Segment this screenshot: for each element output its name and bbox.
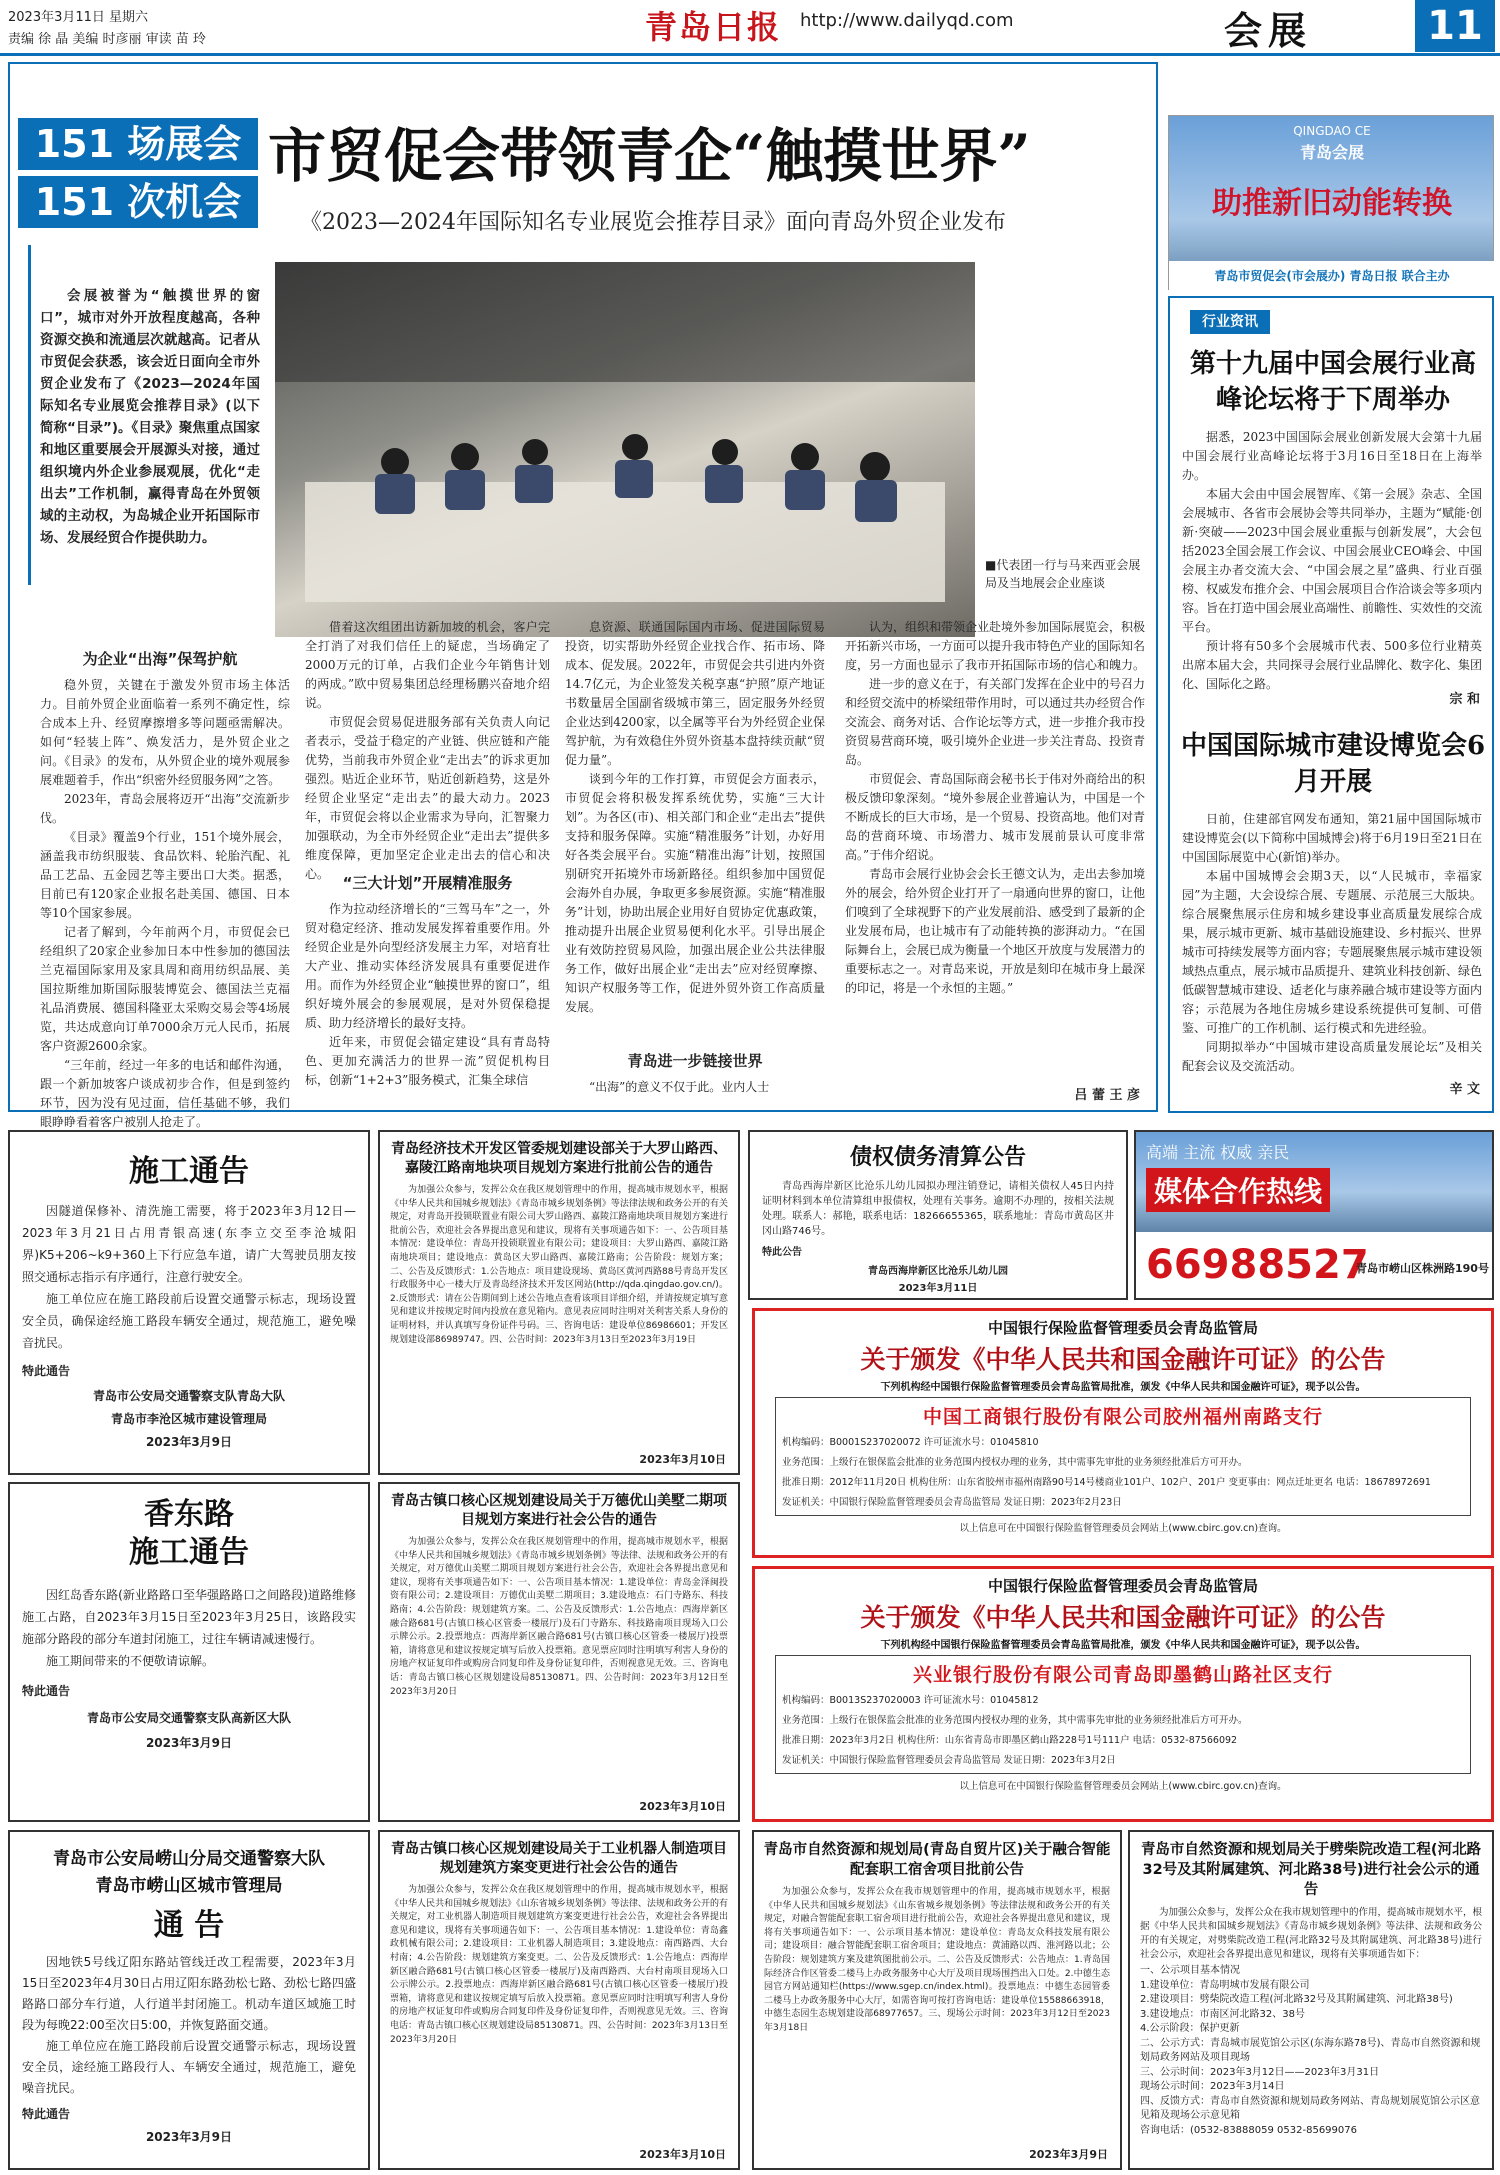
media-ad-phone[interactable]: 66988527 xyxy=(1146,1242,1369,1288)
planning-notice-3 xyxy=(378,1830,740,2170)
lead-byline: 吕 蕾 王 彦 xyxy=(1074,1088,1140,1103)
news2-p3: 同期拟举办“中国城市建设高质量发展论坛”及相关配套会议及交流活动。 xyxy=(1182,1040,1482,1073)
nature2-item: 4.公示阶段：保护更新 xyxy=(1140,2023,1240,2034)
license2-sub: 下列机构经中国银行保险监督管理委员会青岛监管局批准，颁发《中华人民共和国金融许可证》，现予以公告。 xyxy=(880,1640,1366,1651)
newspaper-logo: 青岛日报 xyxy=(645,8,782,46)
license1-bank: 中国工商银行股份有限公司胶州福州南路支行 xyxy=(922,1406,1323,1428)
license2-note: 以上信息可在中国银行保险监督管理委员会网站上(www.cbirc.gov.cn)查询。 xyxy=(959,1781,1287,1792)
section-name: 会展 xyxy=(1224,9,1313,53)
lead-col4 xyxy=(845,618,1145,998)
lead-col4-p2: 进一步的意义在于，有关部门发挥在企业中的号召力和经贸交流中的桥梁纽带作用时，可以通过共办经贸合作交流会、商务对话、合作论坛等方式，进一步推介我市投资贸易营商环境，吸引境外企业进一步关注青岛、投资青岛。 xyxy=(845,677,1146,767)
construction2-body2: 施工期间带来的不便敬请谅解。 xyxy=(46,1654,215,1668)
license1-org: 中国银行保险监督管理委员会青岛监管局 xyxy=(987,1319,1258,1337)
traffic-date: 2023年3月9日 xyxy=(145,2130,233,2144)
construction-notice-2 xyxy=(8,1482,370,1822)
construction2-title1: 香东路 xyxy=(144,1497,234,1532)
news1-author: 宗 和 xyxy=(1449,692,1480,707)
lead-headline: 市贸促会带领青企“触摸世界” xyxy=(268,122,1031,190)
debt-sign: 青岛西海岸新区比沧乐儿幼儿园 xyxy=(868,1266,1008,1277)
license2-title: 关于颁发《中华人民共和国金融许可证》的公告 xyxy=(860,1603,1386,1632)
planning3-date: 2023年3月10日 xyxy=(639,2148,726,2161)
lead-col2-p1: 借着这次组团出访新加坡的机会，客户完全打消了对我们信任上的疑虑，当场确定了2000万元的订单，占我们企业今年销售计划的两成。”欧中贸易集团总经理杨鹏兴奋地介绍说。 xyxy=(305,620,550,710)
construction2-title2: 施工通告 xyxy=(129,1535,249,1570)
meeting-photo xyxy=(275,262,975,637)
license1-note: 以上信息可在中国银行保险监督管理委员会网站上(www.cbirc.gov.cn)查询。 xyxy=(959,1523,1287,1534)
planning2-body: 为加强公众参与，发挥公众在我区规划管理中的作用，提高城市规划水平，根据《中华人民共和国城乡规划法》《青岛市城乡规划条例》等法律、法规和政务公开的有关规定，对万德优山美墅二期项目规划方案进行社会公告，欢迎社会各界提出意见和建议，现将有关事项通告如下：一、公告项目基本情况：1.建设单位：青岛金泽闽投资有限公司；2.建设项目：万德优山美墅二期项目；3.建设地点：石门寺路东、科技路南；4.公告阶段：规划建筑方案。二、公告及反馈形式：1.公告地点：西海岸新区融合路681号(古镇口核心区管委一楼展厅)及石门寺路东、科技路南项目现场入口公示牌公示。2.投票地点：西海岸新区融合路681号(古镇口核心区管委一楼展厅)投票箱，请将意见和建议按规定填写后放入投票箱。意见票应同时注明填写利害人身份的房地产权证复印件或购房合同复印件及身份证复印件，否则视意见无效。三、咨询电话：青岛古镇口核心区规划建设局85130871。四、公告时间：2023年3月12日至2023年3月20日 xyxy=(390,1537,728,1697)
license2-bank: 兴业银行股份有限公司青岛即墨鹤山路社区支行 xyxy=(912,1664,1333,1686)
nature1-title: 青岛市自然资源和规划局(青岛自贸片区)关于融合智能配套职工宿舍项目批前公告 xyxy=(763,1842,1111,1878)
banner-slogan: 助推新旧动能转换 xyxy=(1212,186,1452,221)
debt-date: 2023年3月11日 xyxy=(898,1283,978,1294)
intro-rule xyxy=(28,245,31,585)
planning1-title: 青岛经济技术开发区管委规划建设部关于大罗山路西、嘉陵江路南地块项目规划方案进行批前公告的通告 xyxy=(391,1141,727,1176)
planning1-date: 2023年3月10日 xyxy=(639,1453,726,1466)
planning3-body: 为加强公众参与，发挥公众在我区规划管理中的作用，提高城市规划水平，根据《中华人民共和国城乡规划法》《山东省城乡规划条例》等法律、法规和政务公开的有关规定，对工业机器人制造项目规划建筑方案变更进行社会公告，欢迎社会各界提出意见和建议，现将有关事项通告如下：一、公告项目基本情况：1.建设单位：青岛鑫政机械有限公司；2.建设项目：工业机器人制造项目；3.建设地点：南西路西、大台村南；4.公告阶段：规划建筑方案变更。二、公告及反馈形式：1.公告地点：西海岸新区融合路681号(古镇口核心区管委一楼展厅)及南西路西、大台村南项目现场入口公示牌公示。2.投票地点：西海岸新区融合路681号(古镇口核心区管委一楼展厅)投票箱，请将意见和建议按规定填写后放入投票箱。意见票应同时注明填写利害人身份的房地产权证复印件或购房合同复印件及身份证复印件，否则视意见无效。三、咨询电话：青岛古镇口核心区规划建设局85130871。四、公告时间：2023年3月13日至2023年3月20日 xyxy=(390,1885,728,2045)
planning-notice-2 xyxy=(378,1482,740,1822)
media-ad-title: 媒体合作热线 xyxy=(1146,1168,1330,1212)
license-notice-2 xyxy=(752,1566,1494,1822)
news2-p2: 本届中国城博会会期3天，以“人民城市，幸福家园”为主题，大会设综合展、专题展、示范展三大版块。综合展聚焦展示住房和城乡建设事业高质量发展综合成果，展示城市更新、城市基础设施建设、乡村振兴、世界城市可持续发展等方面内容；专题展聚焦展示城市建设领域热点重点，展示城市品质提升、建筑业科技创新、绿色低碳智慧城市建设、适老化与康养融合城市建设等方面内容；示范展为各地住房城乡建设系统提供可复制、可借鉴、可推广的工作机制、运行模式和先进经验。 xyxy=(1182,869,1483,1035)
lead-col3-p2: 谈到今年的工作打算，市贸促会方面表示，市贸促会将积极发挥系统优势，实施“三大计划”。为各区(市)、相关部门和企业“走出去”提供支持和服务保障。实施“精准服务”计划，办好用好各类会展平台。实施“精准出海”计划，按照国别研究开拓境外市场新路径。组织参加中国贸促会海外自办展，争取更多参展资源。实施“精准服务”计划，协助出展企业用好自贸协定优惠政策，推动提升出展企业贸易便利化水平。引导出展企业有效防控贸易风险，加强出展企业公共法律服务工作，做好出展企业“走出去”应对经贸摩擦、知识产权服务等工作，促进外贸外资工作高质量发展。 xyxy=(565,772,825,1014)
photo-caption: ■代表团一行与马来西亚会展局及当地展会企业座谈 xyxy=(985,558,1141,590)
lead-col3-p1: 息资源、联通国际国内市场、促进国际贸易投资，切实帮助外经贸企业找合作、拓市场、降成本、促发展。2022年，市贸促会共引进内外资14.7亿元，为企业签发关税享惠“护照”原产地证书数量居全国副省级城市第三，固定服务外经贸企业达到4200家，以全属等平台为外经贸企业保驾护航，为有效稳住外贸外资基本盘持续贡献“贸促力量”。 xyxy=(565,620,825,767)
traffic-notice xyxy=(8,1830,370,2170)
nature2-item: 二、公示方式：青岛城市展览馆公示区(东海东路78号)、青岛市自然资源和规划局政务网站及项目现场 xyxy=(1140,2037,1481,2063)
subhead-three-plans: “三大计划”开展精准服务 xyxy=(342,874,513,892)
nature2-items xyxy=(1140,1964,1482,2138)
nature2-title: 青岛市自然资源和规划局关于劈柴院改造工程(河北路32号及其附属建筑、河北路38号)进行社会公示的通告 xyxy=(1140,1842,1482,1898)
planning1-body: 为加强公众参与，发挥公众在我区规划管理中的作用，提高城市规划水平，根据《中华人民共和国城乡规划法》《青岛市城乡规划条例》等法律法规和政务公开的有关规定，对青岛开投锁联置业有限公司大罗山路西、嘉陵江路南地块项目规划方案进行批前公告，欢迎社会各界提出意见和建议，现将有关事项通告如下：一、公告项目基本情况：建设单位：青岛开投锁联置业有限公司；建设项目：大罗山路西、嘉陵江路南地块项目；建设地点：黄岛区大罗山路西、嘉陵江路南；公告阶段：规划方案；二、公告及反馈形式：1.公告地点：项目建设现场、黄岛区黄河西路88号青岛开发区行政服务中心一楼大厅及青岛经济技术开发区网站(http://qda.qingdao.gov.cn/)。2.反馈形式：请在公告期间到上述公告地点查看该项目详细介绍，并请按规定填写意见和建议并按规定时间内投放在意见箱内。意见表应同时注明对关利害关系人身份的证明材料，并认真填写身份证件号码。三、咨询电话：建设单位86986601；开发区规划建设部86989747。四、公告时间：2023年3月13日至2023年3月19日 xyxy=(390,1185,728,1345)
planning2-date: 2023年3月10日 xyxy=(639,1800,726,1813)
traffic-body2: 施工单位应在施工路段前后设置交通警示标志，现场设置安全员，途经施工路段行人、车辆安全通过，规范施工，避免噪音扰民。 xyxy=(22,2039,356,2095)
construction1-body2: 施工单位应在施工路段前后设置交通警示标志，现场设置安全员，确保途经施工路段车辆安全通过，规范施工，避免噪音扰民。 xyxy=(22,1292,356,1350)
construction1-special: 特此通告 xyxy=(22,1364,71,1378)
lead-col3-p3: “出海”的意义不仅于此。业内人士 xyxy=(589,1080,770,1094)
traffic-org2: 青岛市崂山区城市管理局 xyxy=(95,1876,283,1896)
lead-tag-chances: 151 次机会 xyxy=(18,176,258,228)
lead-col4-p1: 认为，组织和带领企业赴境外参加国际展览会，积极开拓新兴市场，一方面可以提升我市特色产业的国际知名度，另一方面也显示了我市开拓国际市场的信心和魄力。 xyxy=(845,620,1146,672)
page-number: 11 xyxy=(1415,0,1495,52)
license1-sub: 下列机构经中国银行保险监督管理委员会青岛监管局批准，颁发《中华人民共和国金融许可证》，现予以公告。 xyxy=(880,1382,1366,1393)
nature-notice-2 xyxy=(1128,1830,1494,2170)
construction1-sign2: 青岛市李沧区城市建设管理局 xyxy=(110,1412,267,1426)
traffic-title: 通 告 xyxy=(153,1908,225,1943)
news2-p1: 日前，住建部官网发布通知，第21届中国国际城市建设博览会(以下简称中国城博会)将于6月19日至21日在中国国际展览中心(新馆)举办。 xyxy=(1182,812,1482,864)
lead-col2b xyxy=(305,900,550,1090)
news1-p2: 本届大会由中国会展智库、《第一会展》杂志、全国会展城市、各省市会展协会等共同举办，主题为“赋能·创新·突破——2023中国会展业重振与创新发展”，大会包括2023全国会展工作会议、中国会展业CEO峰会、中国会展主办者交流大会、“中国会展之星”盛典、行业百强榜、权威发布推介会、中国会展项目合作洽谈会等多项内容。旨在打造中国会展业高端性、前瞻性、实效性的交流平台。 xyxy=(1182,487,1483,634)
nature2-item: 1.建设单位：青岛明城市发展有限公司 xyxy=(1140,1979,1310,1991)
nature2-item: 现场公示时间：2023年3月14日 xyxy=(1140,2081,1285,2092)
lead-col2-p4: 近年来，市贸促会锚定建设“具有青岛特色、更加充满活力的世界一流”贸促机构目标，创新“1+2+3”服务模式，汇集全球信 xyxy=(305,1035,550,1087)
lead-col1-p1: 稳外贸，关键在于激发外贸市场主体活力。目前外贸企业面临着一系列不确定性，综合成本上升、经贸摩擦增多等问题亟需解决。如何“轻装上阵”、焕发活力，是外贸企业之问。《目录》的发布，从外贸企业的境外观展参展难题着手，作出“织密外经贸服务网”之答。 xyxy=(40,678,290,787)
nature-notice-1 xyxy=(752,1830,1122,2170)
lead-tag-events: 151 场展会 xyxy=(18,118,258,170)
newspaper-url[interactable]: http://www.dailyqd.com xyxy=(800,10,1014,31)
news1-title: 第十九届中国会展行业高峰论坛将于下周举办 xyxy=(1189,349,1476,415)
editors-line: 责编 徐 晶 美编 时彦丽 审读 苗 玲 xyxy=(8,32,206,47)
lead-col1-p5: “三年前，经过一年多的电话和邮件沟通，跟一个新加坡客户谈成初步合作，但是到签约环节，因为没有见过面，信任基础不够，我们眼睁睁看着客户被别人抢走了。 xyxy=(40,1058,290,1129)
planning-notice-1 xyxy=(378,1130,740,1475)
header-rule xyxy=(0,53,1500,56)
subhead-link-world: 青岛进一步链接世界 xyxy=(627,1052,763,1070)
license1-issuer: 发证机关：中国银行保险监督管理委员会青岛监管局 发证日期：2023年2月23日 xyxy=(782,1497,1122,1508)
media-ad-address: 青岛市崂山区株洲路190号 xyxy=(1356,1262,1489,1275)
exhibition-banner xyxy=(1168,115,1494,290)
lead-col3b xyxy=(565,1078,825,1097)
license-notice-1 xyxy=(752,1308,1494,1558)
construction2-sign: 青岛市公安局交通警察支队高新区大队 xyxy=(86,1711,291,1725)
nature1-body: 为加强公众参与，发挥公众在我市规划管理中的作用，提高城市规划水平，根据《中华人民共和国城乡规划法》《山东省城乡规划条例》等法律法规和政务公开的有关规定，对融合智能配套职工宿舍项目进行批前公告，欢迎社会各界提出意见和建议，现将有关事项通告如下：一、公示项目基本情况：建设单位：青岛友众科技发展有限公司；建设项目：融合智能配套职工宿舍项目；建设地点：黄浦路以西、淮河路以北；公告阶段：规划建筑方案及建筑图批前公示。二、公告及反馈形式：公告地点：1.青岛国际经济合作区管委二楼马上办政务服务中心大厅及项目现场围挡出入口处。2.中德生态园官方网站通知栏(https://www.sgep.cn/index.html)。投票地点：中德生态园管委二楼马上办政务服务中心大厅，如需咨询可按打咨询电话：建设单位15588663918，中德生态园生态规划建设部68977657。三、现场公示时间：2023年3月12日至2023年3月18日 xyxy=(764,1887,1110,2033)
lead-col1 xyxy=(40,676,290,1132)
license2-scope: 业务范围：上级行在银保监会批准的业务范围内授权办理的业务，其中需事先审批的业务须经批准后方可开办。 xyxy=(782,1715,1248,1726)
license2-code: 机构编码：B0013S237020003 许可证流水号：01045812 xyxy=(782,1695,1039,1706)
license1-scope: 业务范围：上级行在银保监会批准的业务范围内授权办理的业务，其中需事先审批的业务须经批准后方可开办。 xyxy=(782,1457,1248,1468)
debt-special: 特此公告 xyxy=(762,1247,802,1258)
news1-body xyxy=(1182,428,1482,694)
nature2-item: 3.建设地点：市南区河北路32、38号 xyxy=(1140,2008,1305,2020)
debt-title: 债权债务清算公告 xyxy=(849,1144,1026,1170)
issue-date: 2023年3月11日 星期六 xyxy=(8,10,149,25)
media-ad xyxy=(1134,1130,1494,1300)
license1-detail: 批准日期：2012年11月20日 机构住所：山东省胶州市福州南路90号14号楼商业101户、102户、201户 变更事由：网点迁址更名 电话：18678972691 xyxy=(782,1477,1431,1488)
news2-author: 辛 文 xyxy=(1449,1082,1480,1097)
nature2-item: 一、公示项目基本情况 xyxy=(1140,1965,1240,1976)
lead-intro: 会展被誉为“触摸世界的窗口”，城市对外开放程度越高，各种资源交换和流通层次就越高。记者从市贸促会获悉，该会近日面向全市外贸企业发布了《2023—2024年国际知名专业展览会推荐目录》(以下简称“目录”)。《目录》聚焦重点国家和地区重要展会开展源头对接，通过组织境内外企业参展观展，优化“走出去”工作机制，赢得青岛在外贸领域的主动权，为岛城企业开拓国际市场、发展经贸合作提供助力。 xyxy=(40,288,260,546)
planning2-title: 青岛古镇口核心区规划建设局关于万德优山美墅二期项目规划方案进行社会公告的通告 xyxy=(391,1493,727,1528)
license1-title: 关于颁发《中华人民共和国金融许可证》的公告 xyxy=(860,1345,1386,1374)
construction1-title: 施工通告 xyxy=(129,1154,249,1189)
lead-col1-p4: 记者了解到，今年前两个月，市贸促会已经组织了20家企业参加日本中性参加的德国法兰克福国际家用及家具周和商用纺织品展、美国拉斯维加斯国际服装博览会、德国法兰克福礼品消费展、德国科隆亚太采购交易会等4场展览，共达成意向订单7000余万元人民币，拓展客户资源2600余家。 xyxy=(40,925,290,1053)
media-ad-tags: 高端 主流 权威 亲民 xyxy=(1146,1143,1290,1162)
news1-p1: 据悉，2023中国国际会展业创新发展大会第十九届中国会展行业高峰论坛将于3月16日至18日在上海举办。 xyxy=(1182,430,1482,482)
lead-col4-p4: 青岛市会展行业协会会长王德文认为，走出去参加境外的展会，给外贸企业打开了一扇通向世界的窗口，让他们嗅到了全球视野下的产业发展前沿、感受到了最新的企业发展布局，也让城市有了动能转换的澎湃动力。“在国际舞台上，会展已成为衡量一个地区开放度与发展潜力的重要标志之一。对青岛来说，开放是刻印在城市身上最深的印记，将是一个永恒的主题。” xyxy=(845,867,1146,995)
lead-subtitle: 《2023—2024年国际知名专业展览会推荐目录》面向青岛外贸企业发布 xyxy=(300,210,1006,235)
lead-col2-p3: 作为拉动经济增长的“三驾马车”之一，外贸对稳定经济、推动发展发挥着重要作用。外经贸企业是外向型经济发展主力军，对培育壮大产业、推动实体经济发展具有重要促进作用。而作为外经贸企业“触摸世界的窗口”，组织好境外展会的参展观展，是对外贸保稳提质、助力经济增长的最好支持。 xyxy=(305,902,550,1030)
construction2-special: 特此通告 xyxy=(22,1684,71,1698)
nature2-body: 为加强公众参与，发挥公众在我市规划管理中的作用，提高城市规划水平，根据《中华人民共和国城乡规划法》《青岛市城乡规划条例》等法律、法规和政务公开的有关规定，对劈柴院改造工程(河北路32号及其附属建筑、河北路38号)进行社会公示，欢迎社会各界提出意见和建议，现将有关事项通告如下： xyxy=(1140,1907,1483,1960)
news1-p3: 预计将有50多个会展城市代表、500多位行业精英出席本届大会，共同探寻会展行业品牌化、数字化、集团化、国际化之路。 xyxy=(1182,639,1483,691)
nature2-item: 三、公示时间：2023年3月12日——2023年3月31日 xyxy=(1140,2066,1380,2078)
banner-cn: 青岛会展 xyxy=(1299,143,1364,162)
construction-notice-1 xyxy=(8,1130,370,1475)
nature2-item: 四、反馈方式：青岛市自然资源和规划局政务网站、青岛规划展览馆公示区意见箱及现场公示意见箱 xyxy=(1140,2095,1480,2121)
news2-body xyxy=(1182,810,1482,1076)
license2-org: 中国银行保险监督管理委员会青岛监管局 xyxy=(987,1577,1258,1595)
construction1-body: 因隧道保修补、清洗施工需要，将于2023年3月12日—2023年3月21日占用青银高速(东李立交至李沧城阳界)K5+206~k9+360上下行应急车道，请广大驾驶员朋友按照交通标志指示有序通行，注意行驶安全。 xyxy=(22,1204,356,1284)
lead-col1-p3: 《目录》覆盖9个行业，151个境外展会，涵盖我市纺织服装、食品饮料、轮胎汽配、礼品工艺品、五金园艺等主要出口大类。据悉，目前已有120家企业报名赴美国、德国、日本等10个国家参展。 xyxy=(40,830,290,920)
nature2-item: 咨询电话：(0532-83888059 0532-85699076 xyxy=(1140,2124,1357,2136)
construction2-date: 2023年3月9日 xyxy=(145,1736,233,1750)
lead-col3 xyxy=(565,618,825,1017)
license2-issuer: 发证机关：中国银行保险监督管理委员会青岛监管局 发证日期：2023年3月2日 xyxy=(782,1755,1116,1766)
traffic-org1: 青岛市公安局崂山分局交通警察大队 xyxy=(53,1849,325,1869)
news-tag: 行业资讯 xyxy=(1190,310,1270,334)
license2-detail: 批准日期：2023年3月2日 机构住所：山东省青岛市即墨区鹤山路228号1号111户 电话：0532-87566092 xyxy=(782,1735,1238,1746)
nature1-date: 2023年3月9日 xyxy=(1029,2148,1108,2161)
planning3-title: 青岛古镇口核心区规划建设局关于工业机器人制造项目规划建筑方案变更进行社会公告的通告 xyxy=(391,1841,727,1876)
banner-en: QINGDAO CE xyxy=(1293,124,1371,138)
debt-notice xyxy=(748,1130,1128,1300)
construction1-sign1: 青岛市公安局交通警察支队青岛大队 xyxy=(92,1389,285,1403)
lead-col4-p3: 市贸促会、青岛国际商会秘书长于伟对外商给出的积极反馈印象深刻。“境外参展企业普遍认为，中国是一个不断成长的巨大市场，是一个贸易、投资高地。他们对青岛的营商环境、市场潜力、城市发展前景认可度非常高。”于伟介绍说。 xyxy=(845,772,1146,862)
traffic-special: 特此通告 xyxy=(22,2107,71,2121)
subhead-escort: 为企业“出海”保驾护航 xyxy=(82,650,238,668)
news2-title: 中国国际城市建设博览会6月开展 xyxy=(1180,731,1486,797)
banner-footer: 青岛市贸促会(市会展办) 青岛日报 联合主办 xyxy=(1169,261,1495,291)
lead-col1-p2: 2023年，青岛会展将迈开“出海”交流新步伐。 xyxy=(40,792,290,825)
license1-code: 机构编码：B0001S237020072 许可证流水号：01045810 xyxy=(782,1437,1039,1448)
lead-col2-p2: 市贸促会贸易促进服务部有关负责人向记者表示，受益于稳定的产业链、供应链和产能优势，当前我市外贸企业“走出去”的诉求更加强烈。贴近企业环节，贴近创新趋势，这是外经贸企业坚定“走出去”的最大动力。2023年，市贸促会将以企业需求为导向，汇智聚力加强联动，为全市外经贸企业“走出去”提供多维度保障，更加坚定企业走出去的信心和决心。 xyxy=(305,715,550,881)
nature2-item: 2.建设项目：劈柴院改造工程(河北路32号及其附属建筑、河北路38号) xyxy=(1140,1994,1453,2005)
lead-col2a xyxy=(305,618,550,884)
traffic-body: 因地铁5号线辽阳东路站管线迁改工程需要，2023年3月15日至2023年4月30日占用辽阳东路劲松七路、劲松七路四盛路路口部分车行道，人行道半封闭施工。机动车道区域施工时段为每晚22:00至次日5:00，并恢复路面交通。 xyxy=(22,1955,356,2032)
construction1-date: 2023年3月9日 xyxy=(145,1435,233,1449)
debt-body: 青岛西海岸新区比沧乐儿幼儿园拟办理注销登记，请相关债权人45日内持证明材料到本单位清算组申报债权，处理有关事务。逾期不办理的，按相关法规处理。联系人：郝艳，联系电话：18266655365，联系地址：青岛市黄岛区井冈山路746号。 xyxy=(762,1181,1114,1237)
construction2-body: 因红岛香东路(新业路路口至华强路路口之间路段)道路维修施工占路，自2023年3月15日至2023年3月25日，该路段实施部分路段的部分车道封闭施工，过往车辆请减速慢行。 xyxy=(22,1588,356,1646)
